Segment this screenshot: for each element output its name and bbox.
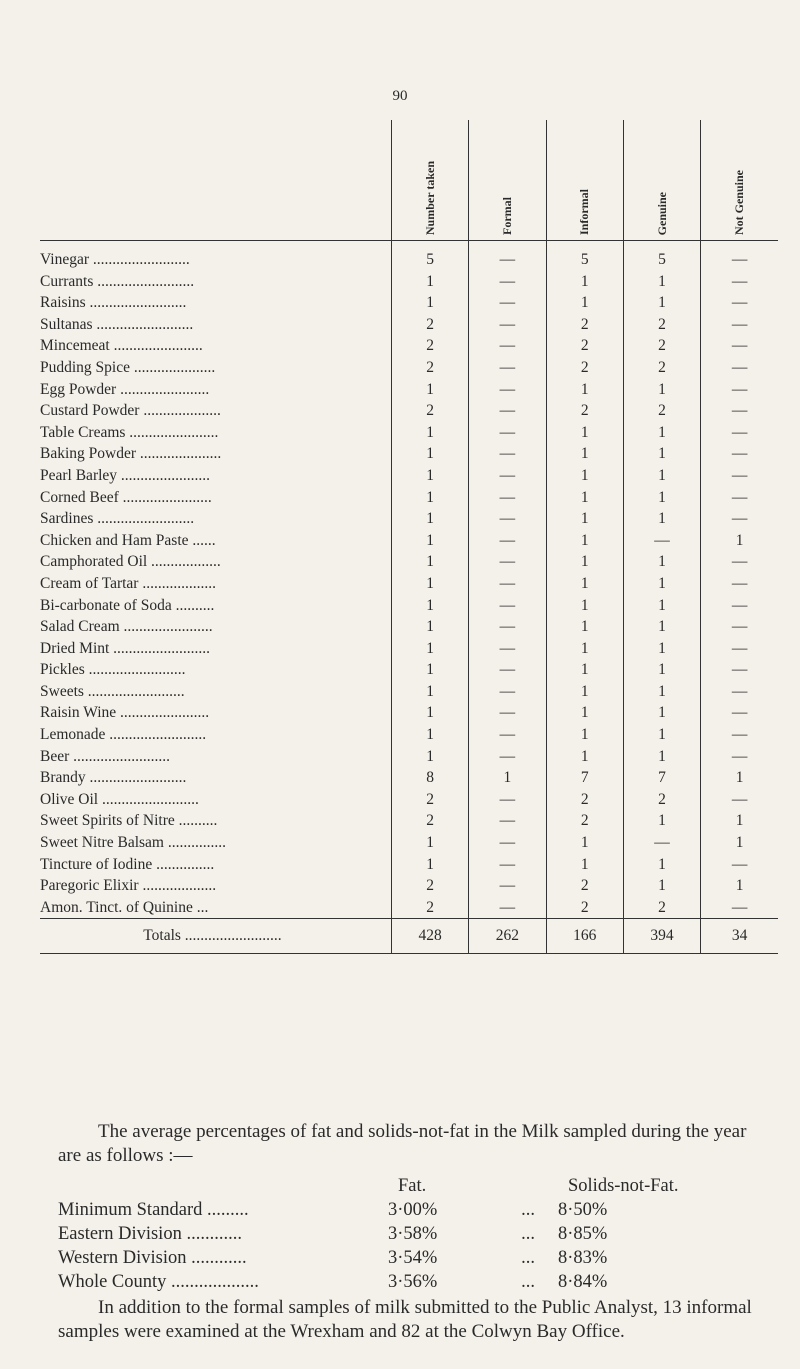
table-cell: 7: [546, 767, 623, 789]
table-cell: —: [469, 789, 546, 811]
samples-table-container: [40, 120, 778, 954]
table-cell: —: [469, 422, 546, 444]
table-cell: 1: [546, 724, 623, 746]
table-cell: 1: [623, 422, 700, 444]
table-row: [40, 292, 778, 314]
table-cell: 1: [623, 443, 700, 465]
table-cell: —: [623, 530, 700, 552]
table-cell: 8: [391, 767, 468, 789]
table-cell: 2: [391, 875, 468, 897]
item-name: Sweets .........................: [40, 682, 185, 700]
fat-value: 3·54%: [388, 1248, 438, 1268]
item-name: Sweet Nitre Balsam ...............: [40, 834, 226, 852]
totals-cell: 394: [623, 919, 700, 954]
table-cell: 2: [546, 875, 623, 897]
table-cell: 1: [623, 465, 700, 487]
table-cell: —: [469, 616, 546, 638]
table-cell: —: [469, 746, 546, 768]
table-cell: 2: [391, 789, 468, 811]
table-row: [40, 616, 778, 638]
snf-header: Solids-not-Fat.: [568, 1176, 679, 1196]
table-cell: —: [469, 379, 546, 401]
item-name: Lemonade .........................: [40, 726, 207, 744]
table-cell: —: [701, 314, 778, 336]
table-cell: —: [469, 508, 546, 530]
table-cell: 1: [391, 379, 468, 401]
table-cell: —: [701, 595, 778, 617]
table-row: [40, 724, 778, 746]
table-cell: —: [469, 875, 546, 897]
milk-outro-paragraph: In addition to the formal samples of milk submitted to the Public Analyst, 13 informal samples were examined at the Wrexham and 82 at the Colwyn Bay Office.: [58, 1297, 752, 1342]
item-name: Brandy .........................: [40, 769, 187, 787]
table-cell: —: [701, 335, 778, 357]
table-cell: —: [469, 314, 546, 336]
table-cell: 1: [391, 443, 468, 465]
table-cell: 1: [546, 832, 623, 854]
table-cell: 2: [623, 314, 700, 336]
dot-leader: ...: [521, 1200, 535, 1220]
table-cell: 1: [391, 487, 468, 509]
table-cell: 1: [546, 271, 623, 293]
table-row: [40, 746, 778, 768]
table-cell: 1: [546, 292, 623, 314]
item-name: Dried Mint .........................: [40, 639, 211, 657]
table-cell: 1: [546, 508, 623, 530]
table-cell: —: [701, 443, 778, 465]
table-row: [40, 487, 778, 509]
table-cell: —: [701, 573, 778, 595]
column-header: Formal: [469, 120, 546, 241]
table-cell: 1: [623, 724, 700, 746]
table-cell: 1: [623, 810, 700, 832]
item-name: Vinegar .........................: [40, 251, 190, 268]
table-cell: —: [469, 465, 546, 487]
table-cell: 1: [623, 875, 700, 897]
table-row: [40, 897, 778, 919]
table-row: [40, 832, 778, 854]
item-name: Tincture of Iodine ...............: [40, 855, 215, 873]
table-cell: —: [701, 379, 778, 401]
table-cell: 1: [623, 573, 700, 595]
table-cell: 2: [546, 810, 623, 832]
item-column-header: [40, 120, 391, 241]
table-row: [40, 530, 778, 552]
item-name: Raisins .........................: [40, 294, 187, 312]
fat-header: Fat.: [398, 1176, 427, 1196]
totals-cell: 166: [546, 919, 623, 954]
table-cell: 2: [623, 897, 700, 919]
table-cell: —: [701, 400, 778, 422]
table-cell: 2: [391, 335, 468, 357]
totals-cell: 262: [469, 919, 546, 954]
table-cell: 2: [546, 357, 623, 379]
totals-cell: 428: [391, 919, 468, 954]
item-name: Paregoric Elixir ...................: [40, 877, 217, 895]
fat-value: 3·58%: [388, 1224, 438, 1244]
table-cell: 1: [701, 810, 778, 832]
table-cell: 1: [623, 702, 700, 724]
table-row: [40, 314, 778, 336]
table-cell: 1: [391, 681, 468, 703]
table-cell: 1: [391, 292, 468, 314]
table-row: [40, 422, 778, 444]
table-cell: 2: [546, 335, 623, 357]
table-cell: —: [701, 422, 778, 444]
table-cell: —: [469, 638, 546, 660]
column-header: Informal: [546, 120, 623, 241]
table-cell: —: [701, 746, 778, 768]
table-cell: 1: [546, 530, 623, 552]
table-cell: 1: [391, 854, 468, 876]
table-row: [40, 767, 778, 789]
table-row: [40, 400, 778, 422]
item-name: Sultanas .........................: [40, 315, 194, 333]
table-cell: 2: [391, 810, 468, 832]
table-row: [40, 854, 778, 876]
table-row: [40, 573, 778, 595]
table-cell: —: [701, 487, 778, 509]
table-cell: —: [469, 897, 546, 919]
table-row: [40, 357, 778, 379]
table-cell: —: [469, 241, 546, 271]
item-name: Baking Powder .....................: [40, 445, 222, 463]
table-cell: —: [701, 508, 778, 530]
table-cell: 1: [546, 422, 623, 444]
table-row: [40, 465, 778, 487]
table-cell: 1: [391, 508, 468, 530]
table-row: [40, 443, 778, 465]
table-cell: —: [701, 465, 778, 487]
item-name: Pearl Barley .......................: [40, 466, 211, 484]
milk-stats-table: [58, 1174, 778, 1294]
item-name: Cream of Tartar ...................: [40, 574, 216, 592]
table-cell: 1: [391, 271, 468, 293]
stats-label: Eastern Division ............: [58, 1224, 242, 1244]
table-row: [40, 271, 778, 293]
table-cell: —: [701, 616, 778, 638]
item-name: Raisin Wine .......................: [40, 704, 210, 722]
table-cell: —: [701, 702, 778, 724]
table-cell: 2: [546, 314, 623, 336]
table-cell: —: [701, 271, 778, 293]
table-cell: 1: [701, 767, 778, 789]
table-cell: 1: [623, 616, 700, 638]
table-header-row: [40, 120, 778, 241]
table-cell: —: [701, 897, 778, 919]
table-cell: —: [701, 789, 778, 811]
table-cell: 1: [546, 702, 623, 724]
table-cell: 1: [546, 487, 623, 509]
totals-label: Totals .........................: [40, 919, 391, 954]
table-cell: —: [701, 681, 778, 703]
item-name: Chicken and Ham Paste ......: [40, 531, 216, 549]
milk-stats-row: [58, 1270, 778, 1294]
table-row: [40, 659, 778, 681]
item-name: Amon. Tinct. of Quinine ...: [40, 898, 209, 916]
table-row: [40, 789, 778, 811]
table-cell: 1: [391, 595, 468, 617]
table-cell: 2: [391, 400, 468, 422]
milk-stats-row: [58, 1246, 778, 1270]
page-number: 90: [392, 88, 408, 104]
table-cell: 1: [391, 746, 468, 768]
table-row: [40, 335, 778, 357]
item-name: Bi-carbonate of Soda ..........: [40, 596, 215, 614]
item-name: Table Creams .......................: [40, 423, 219, 441]
table-cell: 1: [623, 854, 700, 876]
table-cell: 1: [391, 638, 468, 660]
snf-value: 8·84%: [558, 1272, 608, 1292]
table-row: [40, 875, 778, 897]
table-cell: —: [701, 638, 778, 660]
table-cell: 1: [623, 638, 700, 660]
table-cell: —: [469, 810, 546, 832]
table-cell: —: [469, 681, 546, 703]
totals-cell: 34: [701, 919, 778, 954]
table-cell: —: [469, 702, 546, 724]
table-cell: 5: [546, 241, 623, 271]
item-name: Egg Powder .......................: [40, 380, 210, 398]
table-cell: 1: [391, 832, 468, 854]
item-name: Olive Oil .........................: [40, 790, 199, 808]
table-cell: —: [701, 659, 778, 681]
table-cell: —: [623, 832, 700, 854]
table-cell: 1: [391, 724, 468, 746]
table-cell: —: [701, 241, 778, 271]
table-cell: —: [701, 854, 778, 876]
milk-stats-header: [58, 1174, 778, 1198]
item-name: Currants .........................: [40, 272, 195, 290]
table-cell: 2: [546, 400, 623, 422]
table-cell: 2: [391, 897, 468, 919]
snf-value: 8·50%: [558, 1200, 608, 1220]
dot-leader: ...: [521, 1224, 535, 1244]
table-cell: 1: [391, 551, 468, 573]
table-cell: 1: [546, 465, 623, 487]
milk-stats-row: [58, 1198, 778, 1222]
table-cell: 1: [623, 681, 700, 703]
table-cell: 2: [623, 335, 700, 357]
milk-stats-row: [58, 1222, 778, 1246]
table-row: [40, 595, 778, 617]
table-cell: —: [469, 724, 546, 746]
milk-stats-rows: [58, 1198, 778, 1294]
item-name: Sardines .........................: [40, 510, 195, 528]
table-cell: 1: [546, 379, 623, 401]
stats-label: Whole County ...................: [58, 1272, 259, 1292]
table-cell: 1: [701, 832, 778, 854]
dot-leader: ...: [521, 1272, 535, 1292]
table-cell: 1: [546, 616, 623, 638]
table-cell: 1: [391, 530, 468, 552]
table-cell: 1: [391, 702, 468, 724]
item-name: Salad Cream .......................: [40, 618, 213, 636]
table-cell: 1: [391, 573, 468, 595]
table-cell: —: [701, 551, 778, 573]
table-row: [40, 379, 778, 401]
table-cell: —: [469, 832, 546, 854]
table-cell: 1: [546, 443, 623, 465]
table-cell: —: [469, 854, 546, 876]
table-cell: 7: [623, 767, 700, 789]
table-cell: 1: [701, 875, 778, 897]
samples-table: [40, 120, 778, 954]
item-name: Beer .........................: [40, 747, 171, 765]
item-name: Camphorated Oil ..................: [40, 553, 221, 571]
item-name: Pickles .........................: [40, 661, 186, 679]
milk-intro-paragraph: The average percentages of fat and solids-not-fat in the Milk sampled during the year are as follows :—: [58, 1121, 747, 1166]
table-cell: 1: [391, 659, 468, 681]
table-cell: 1: [546, 681, 623, 703]
table-cell: 1: [391, 616, 468, 638]
table-cell: 1: [623, 508, 700, 530]
table-cell: —: [469, 530, 546, 552]
table-cell: 1: [546, 573, 623, 595]
table-cell: 1: [623, 487, 700, 509]
table-row: [40, 810, 778, 832]
table-cell: 1: [546, 595, 623, 617]
table-cell: 1: [623, 746, 700, 768]
table-cell: 2: [546, 897, 623, 919]
table-cell: 2: [623, 789, 700, 811]
table-cell: 1: [546, 551, 623, 573]
table-cell: 1: [623, 271, 700, 293]
table-cell: 1: [623, 379, 700, 401]
dot-leader: ...: [521, 1248, 535, 1268]
table-cell: 1: [623, 659, 700, 681]
table-cell: —: [469, 551, 546, 573]
table-cell: 2: [623, 400, 700, 422]
table-cell: 1: [546, 746, 623, 768]
table-row: [40, 681, 778, 703]
snf-value: 8·83%: [558, 1248, 608, 1268]
table-cell: 1: [469, 767, 546, 789]
table-cell: —: [469, 292, 546, 314]
table-cell: 1: [623, 292, 700, 314]
item-name: Mincemeat .......................: [40, 337, 203, 355]
column-header: Not Genuine: [701, 120, 778, 241]
table-cell: —: [701, 357, 778, 379]
table-cell: —: [469, 335, 546, 357]
table-cell: 5: [391, 241, 468, 271]
item-name: Corned Beef .......................: [40, 488, 212, 506]
table-cell: —: [469, 357, 546, 379]
snf-value: 8·85%: [558, 1224, 608, 1244]
table-cell: 1: [546, 854, 623, 876]
table-row: [40, 551, 778, 573]
item-name: Custard Powder ....................: [40, 402, 221, 420]
item-name: Pudding Spice .....................: [40, 358, 216, 376]
table-body: [40, 241, 778, 954]
table-row: [40, 241, 778, 271]
table-cell: 1: [391, 465, 468, 487]
table-cell: —: [701, 292, 778, 314]
table-cell: 2: [546, 789, 623, 811]
table-row: [40, 638, 778, 660]
table-cell: 1: [391, 422, 468, 444]
column-header: Number taken: [391, 120, 468, 241]
table-cell: 5: [623, 241, 700, 271]
table-cell: 2: [391, 357, 468, 379]
table-cell: 2: [623, 357, 700, 379]
table-cell: 1: [623, 551, 700, 573]
item-name: Sweet Spirits of Nitre ..........: [40, 812, 218, 830]
table-cell: —: [469, 573, 546, 595]
table-cell: 2: [391, 314, 468, 336]
table-cell: —: [701, 724, 778, 746]
table-cell: —: [469, 443, 546, 465]
table-row: [40, 702, 778, 724]
table-cell: 1: [546, 638, 623, 660]
table-cell: —: [469, 400, 546, 422]
table-row: [40, 508, 778, 530]
table-cell: —: [469, 595, 546, 617]
stats-label: Western Division ............: [58, 1248, 247, 1268]
stats-label: Minimum Standard .........: [58, 1200, 249, 1220]
fat-value: 3·00%: [388, 1200, 438, 1220]
table-cell: 1: [546, 659, 623, 681]
fat-value: 3·56%: [388, 1272, 438, 1292]
totals-row: [40, 919, 778, 954]
table-cell: —: [469, 659, 546, 681]
table-cell: 1: [623, 595, 700, 617]
table-cell: 1: [701, 530, 778, 552]
column-header: Genuine: [623, 120, 700, 241]
table-cell: —: [469, 271, 546, 293]
table-cell: —: [469, 487, 546, 509]
